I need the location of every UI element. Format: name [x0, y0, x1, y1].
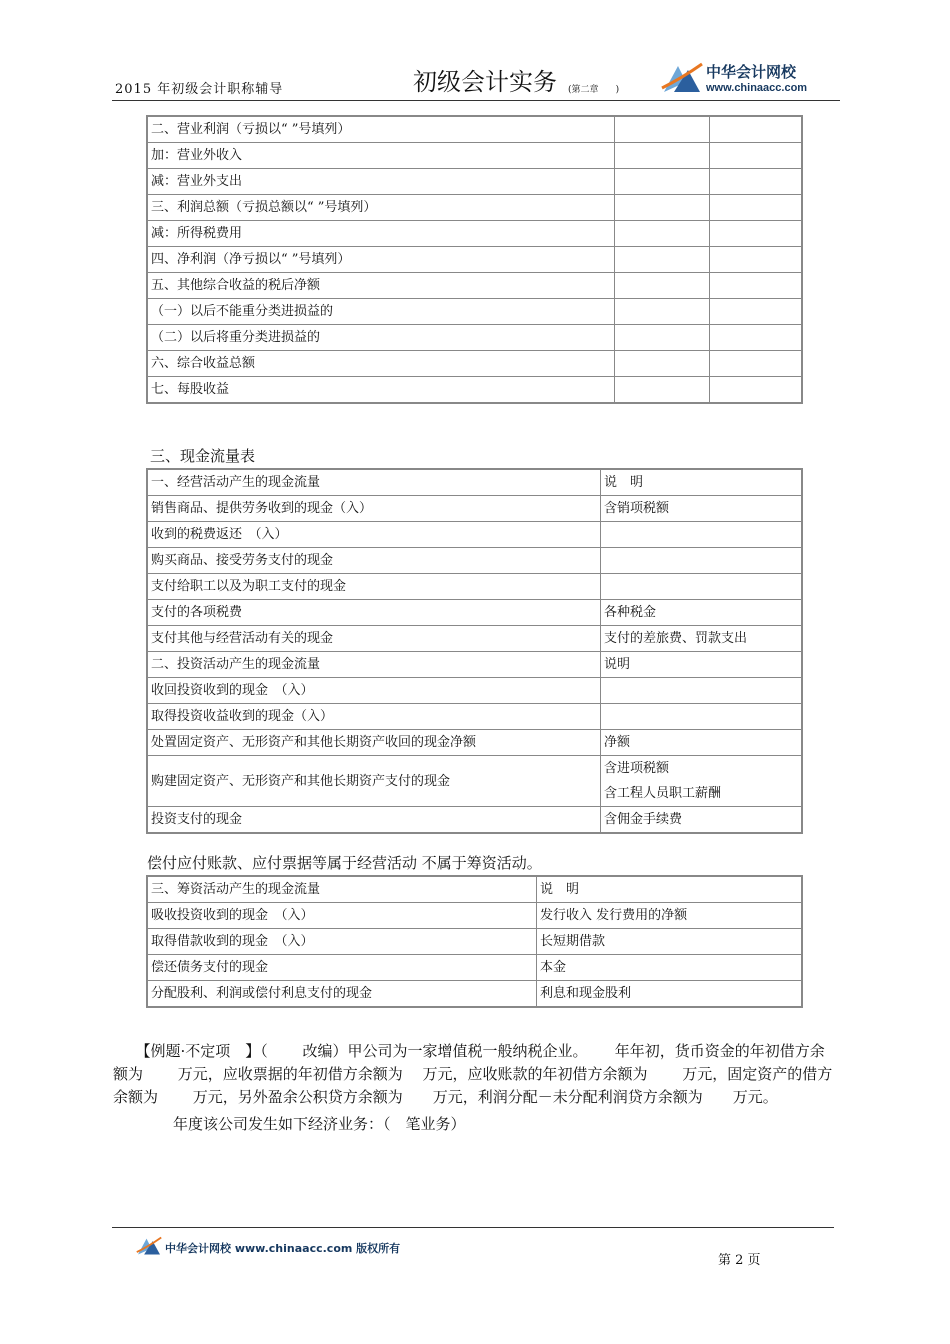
cashflow-note: 说 明: [601, 470, 802, 496]
income-current-cell: [615, 247, 710, 273]
example-text: 【例题·不定项 】（ 改编）甲公司为一家增值税一般纳税企业。 年年初，货币资金的年初借方余额为 万元，应收票据的年初借方余额为 万元，应收账款的年初借方余额为 万元，固定资产的借方余额为 万元，另外盈余公积贷方余额为 万元，利润分配－未分配利润贷方余额为 万元。: [113, 1042, 833, 1106]
income-prior-cell: [710, 169, 802, 195]
income-item: （一）以后不能重分类进损益的: [148, 299, 615, 325]
income-prior-cell: [710, 351, 802, 377]
cashflow-item: 二、投资活动产生的现金流量: [148, 652, 601, 678]
cashflow-item: 三、筹资活动产生的现金流量: [148, 877, 537, 903]
footer-divider: [112, 1227, 834, 1228]
cashflow-item: 吸收投资收到的现金 （入）: [148, 903, 537, 929]
table-row: [148, 903, 802, 929]
cashflow-note: 本金: [537, 955, 802, 981]
table-row: [148, 195, 802, 221]
table-row: [148, 299, 802, 325]
income-current-cell: [615, 299, 710, 325]
cashflow-item: 购建固定资产、无形资产和其他长期资产支付的现金: [148, 756, 601, 807]
cashflow-note: 利息和现金股利: [537, 981, 802, 1007]
table-row: [148, 877, 802, 903]
table-row: [148, 548, 802, 574]
header-left-text: 2015 年初级会计职称辅导: [115, 82, 284, 97]
logo-url-text: www.chinaacc.com: [706, 82, 808, 94]
table-row: [148, 325, 802, 351]
table-row: [148, 169, 802, 195]
income-prior-cell: [710, 143, 802, 169]
example-text-2: 年度该公司发生如下经济业务：（ 笔业务）: [113, 1115, 466, 1133]
cashflow-item: 支付其他与经营活动有关的现金: [148, 626, 601, 652]
footer-copyright: 中华会计网校 www.chinaacc.com 版权所有: [165, 1242, 401, 1255]
income-current-cell: [615, 351, 710, 377]
financing-table: [147, 876, 802, 1007]
table-row: [148, 929, 802, 955]
table-row: [148, 351, 802, 377]
header-divider: [112, 100, 840, 101]
income-current-cell: [615, 273, 710, 299]
table-row: [148, 756, 802, 807]
cashflow-item: 偿还债务支付的现金: [148, 955, 537, 981]
cashflow-item: 购买商品、接受劳务支付的现金: [148, 548, 601, 574]
table-row: [148, 955, 802, 981]
income-prior-cell: [710, 221, 802, 247]
cashflow-note: 含佣金手续费: [601, 807, 802, 833]
income-current-cell: [615, 195, 710, 221]
cashflow-note: 支付的差旅费、罚款支出: [601, 626, 802, 652]
table-row: [148, 626, 802, 652]
table-row: [148, 678, 802, 704]
table-row: [148, 143, 802, 169]
cashflow-note: 含销项税额: [601, 496, 802, 522]
income-current-cell: [615, 221, 710, 247]
income-prior-cell: [710, 273, 802, 299]
income-prior-cell: [710, 325, 802, 351]
income-prior-cell: [710, 195, 802, 221]
cashflow-note: 净额: [601, 730, 802, 756]
income-item: 五、其他综合收益的税后净额: [148, 273, 615, 299]
table-row: [148, 522, 802, 548]
income-prior-cell: [710, 247, 802, 273]
page-title: 初级会计实务: [413, 68, 557, 96]
income-item: 六、综合收益总额: [148, 351, 615, 377]
income-item: 二、营业利润（亏损以“ ”号填列）: [148, 117, 615, 143]
cashflow-item: 收回投资收到的现金 （入）: [148, 678, 601, 704]
table-row: [148, 470, 802, 496]
table-row: [148, 496, 802, 522]
table-row: [148, 247, 802, 273]
footer-logo-icon: [135, 1235, 163, 1257]
table-row: [148, 652, 802, 678]
income-item: 加：营业外收入: [148, 143, 615, 169]
table-row: [148, 981, 802, 1007]
income-prior-cell: [710, 377, 802, 403]
cashflow-item: 支付的各项税费: [148, 600, 601, 626]
example-paragraph: [113, 1040, 838, 1136]
cashflow-item: 销售商品、提供劳务收到的现金（入）: [148, 496, 601, 522]
income-statement-table: [147, 116, 802, 403]
cashflow-note: [601, 704, 802, 730]
cashflow-item: 支付给职工以及为职工支付的现金: [148, 574, 601, 600]
cashflow-section-title: 三、现金流量表: [150, 447, 256, 465]
cashflow-item: 收到的税费返还 （入）: [148, 522, 601, 548]
logo-mark-icon: [660, 60, 704, 96]
income-current-cell: [615, 117, 710, 143]
brand-logo: [660, 58, 830, 98]
table-row: [148, 807, 802, 833]
cashflow-note-line: 含工程人员职工薪酬: [604, 786, 722, 801]
logo-cn-text: 中华会计网校: [706, 63, 797, 81]
income-item: （二）以后将重分类进损益的: [148, 325, 615, 351]
income-item: 减：所得税费用: [148, 221, 615, 247]
page-number: 第 2 页: [718, 1253, 761, 1268]
table-row: [148, 600, 802, 626]
cashflow-note: [601, 756, 802, 807]
cashflow-note: [601, 678, 802, 704]
income-current-cell: [615, 143, 710, 169]
table-row: [148, 377, 802, 403]
income-current-cell: [615, 325, 710, 351]
cashflow-note: [601, 548, 802, 574]
cashflow-item: 处置固定资产、无形资产和其他长期资产收回的现金净额: [148, 730, 601, 756]
income-prior-cell: [710, 117, 802, 143]
table-row: [148, 574, 802, 600]
income-item: 七、每股收益: [148, 377, 615, 403]
income-item: 四、净利润（净亏损以“ ”号填列）: [148, 247, 615, 273]
income-current-cell: [615, 169, 710, 195]
cashflow-item: 投资支付的现金: [148, 807, 601, 833]
operating-investing-table: [147, 469, 802, 833]
cashflow-note: [601, 574, 802, 600]
chapter-subtitle: (第二章 ): [568, 85, 620, 95]
cashflow-item: 分配股利、利润或偿付利息支付的现金: [148, 981, 537, 1007]
cashflow-item: 取得投资收益收到的现金（入）: [148, 704, 601, 730]
income-item: 三、利润总额（亏损总额以“ ”号填列）: [148, 195, 615, 221]
cashflow-note: 说明: [601, 652, 802, 678]
table-row: [148, 730, 802, 756]
table-row: [148, 273, 802, 299]
cashflow-note: 各种税金: [601, 600, 802, 626]
cashflow-note: 说 明: [537, 877, 802, 903]
cashflow-note-line: 含进项税额: [604, 761, 670, 776]
income-prior-cell: [710, 299, 802, 325]
income-item: 减：营业外支出: [148, 169, 615, 195]
table-row: [148, 117, 802, 143]
income-current-cell: [615, 377, 710, 403]
cashflow-note: [601, 522, 802, 548]
note-line: 偿付应付账款、应付票据等属于经营活动 不属于筹资活动。: [147, 854, 542, 872]
cashflow-item: 取得借款收到的现金 （入）: [148, 929, 537, 955]
table-row: [148, 221, 802, 247]
cashflow-note: 长短期借款: [537, 929, 802, 955]
table-row: [148, 704, 802, 730]
cashflow-note: 发行收入 发行费用的净额: [537, 903, 802, 929]
cashflow-item: 一、经营活动产生的现金流量: [148, 470, 601, 496]
